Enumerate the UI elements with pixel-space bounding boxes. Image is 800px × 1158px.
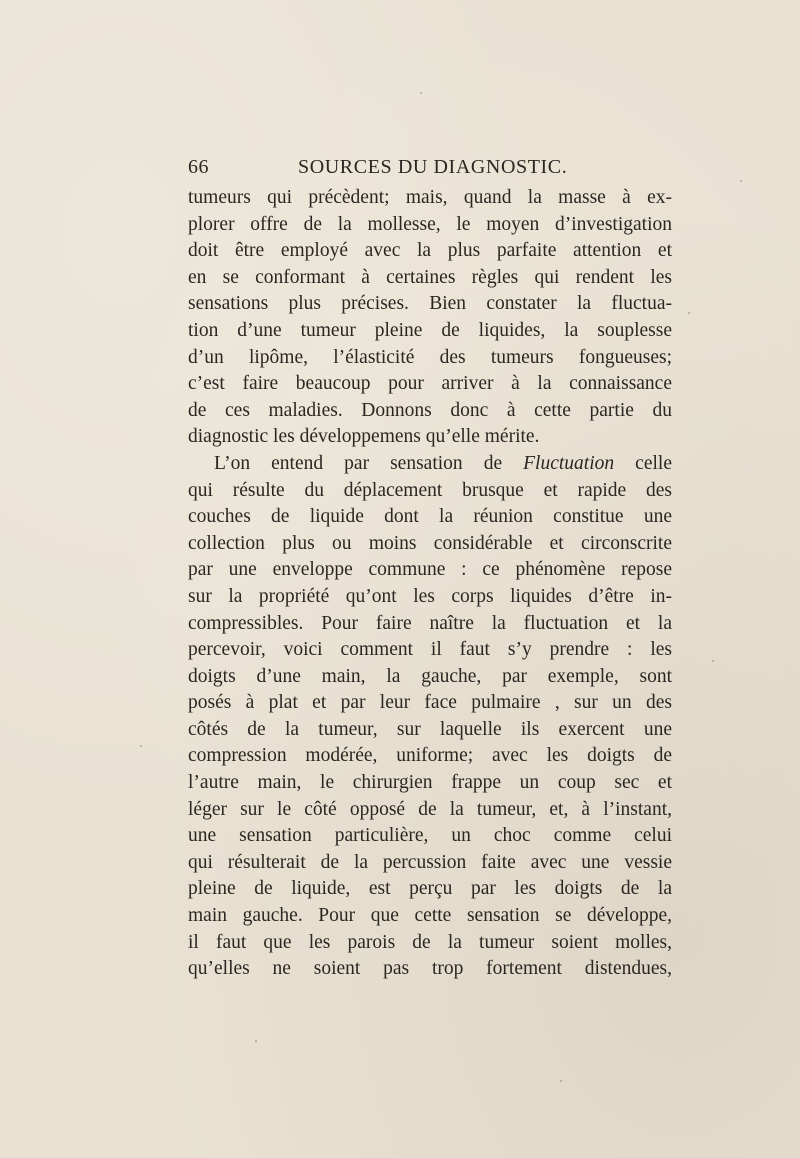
text-line: doigts d’une main, la gauche, par exemple, sont — [188, 665, 672, 687]
paper-speck — [140, 745, 142, 747]
paper-speck — [688, 312, 690, 314]
text-line: par une enveloppe commune : ce phénomène repose — [188, 559, 672, 581]
text-line: de ces maladies. Donnons donc à cette partie du — [188, 399, 672, 421]
text-line: diagnostic les développemens qu’elle mérite. — [188, 426, 540, 448]
text-line: qui résulte du déplacement brusque et rapide des — [188, 479, 672, 501]
text-line: léger sur le côté opposé de la tumeur, et, à l’instant, — [188, 798, 672, 820]
text-line: l’autre main, le chirurgien frappe un coup sec et — [188, 772, 672, 794]
text-line: une sensation particulière, un choc comme celui — [188, 825, 672, 847]
paper-speck — [740, 180, 742, 182]
text-line: qui résulterait de la percussion faite avec une vessie — [188, 851, 672, 873]
text-line: sensations plus précises. Bien constater la fluctua- — [188, 293, 672, 315]
text-line: compression modérée, uniforme; avec les doigts de — [188, 745, 672, 767]
text-line: qu’elles ne soient pas trop fortement distendues, — [188, 958, 672, 980]
line-text-post: celle — [614, 452, 672, 474]
text-line: doit être employé avec la plus parfaite attention et — [188, 240, 672, 262]
text-line: tion d’une tumeur pleine de liquides, la souplesse — [188, 319, 672, 341]
paragraph-start-line — [188, 451, 672, 478]
text-line: pleine de liquide, est perçu par les doigts de la — [188, 878, 672, 900]
text-line: en se conformant à certaines règles qui rendent les — [188, 266, 672, 288]
text-line: main gauche. Pour que cette sensation se développe, — [188, 905, 672, 927]
paper-speck — [560, 1080, 562, 1082]
text-line: plorer offre de la mollesse, le moyen d’investigation — [188, 213, 672, 235]
text-line: compressibles. Pour faire naître la fluctuation et la — [188, 612, 672, 634]
paper-speck — [712, 660, 714, 662]
text-line: tumeurs qui précèdent; mais, quand la masse à ex- — [188, 187, 672, 208]
body-text — [188, 185, 672, 983]
running-head — [188, 156, 680, 186]
text-line: d’un lipôme, l’élasticité des tumeurs fongueuses; — [188, 346, 672, 368]
running-title: SOURCES DU DIAGNOSTIC. — [298, 156, 568, 178]
text-line: c’est faire beaucoup pour arriver à la connaissance — [188, 373, 672, 395]
line-text-pre: L’on entend par sensation de — [214, 452, 524, 474]
text-line: côtés de la tumeur, sur laquelle ils exercent une — [188, 718, 672, 740]
text-line: percevoir, voici comment il faut s’y prendre : les — [188, 639, 672, 661]
text-line: couches de liquide dont la réunion constitue une — [188, 506, 672, 528]
italic-term: Fluctuation — [523, 452, 615, 474]
text-line: il faut que les parois de la tumeur soient molles, — [188, 931, 672, 953]
page-number: 66 — [188, 156, 209, 178]
paper-speck — [420, 92, 422, 94]
text-line: sur la propriété qu’ont les corps liquides d’être in- — [188, 585, 672, 607]
text-line: collection plus ou moins considérable et circonscrite — [188, 532, 672, 554]
paper-speck — [255, 1040, 257, 1042]
text-line: posés à plat et par leur face pulmaire , sur un des — [188, 692, 672, 714]
